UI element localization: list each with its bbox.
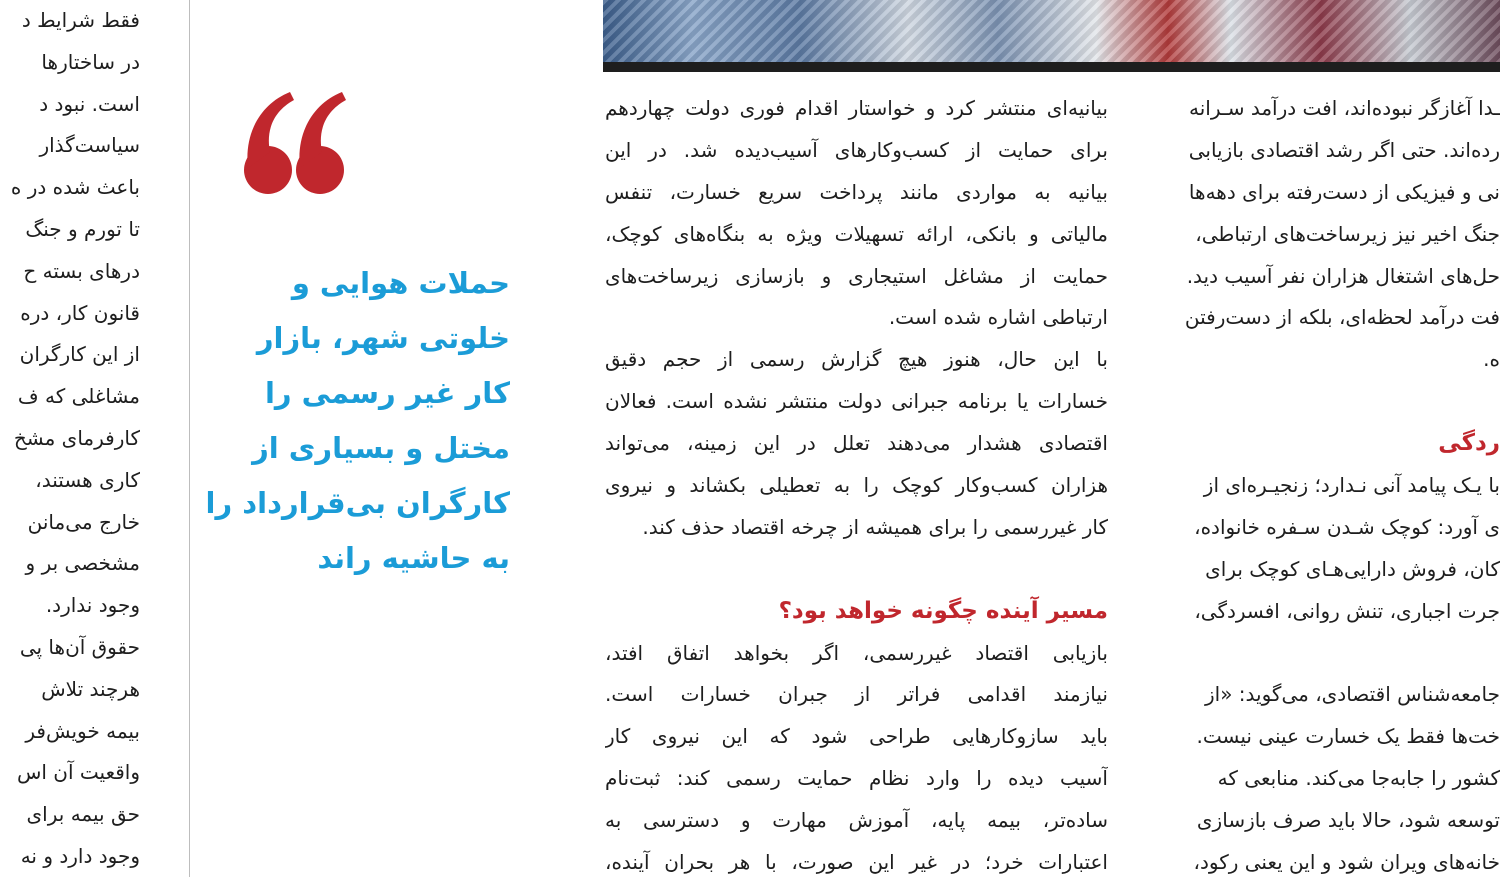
text-line: حق بیمه برای bbox=[26, 802, 140, 827]
text-line: نیازمند اقدامی فراتر از جبران خسارات است. bbox=[605, 682, 1108, 707]
paragraph-gap bbox=[1158, 633, 1500, 675]
pull-quote-line: کار غیر رسمی را bbox=[264, 376, 510, 410]
text-line: رده‌اند. حتی اگر رشد اقتصادی بازیابی bbox=[1188, 137, 1500, 162]
text-line: توسعه شود، حالا باید صرف بازسازی bbox=[1196, 808, 1500, 833]
right-text-column bbox=[1158, 88, 1500, 877]
text-line: خت‌ها فقط یک خسارت عینی نیست. bbox=[1196, 724, 1500, 749]
text-line: کان، فروش دارایی‌هـای کوچک برای bbox=[1205, 556, 1500, 581]
text-line: خانه‌های ویران شود و این یعنی رکود، bbox=[1193, 850, 1500, 875]
text-line: بیانیه به مواردی مانند پرداخت سریع خسارت، تنفس bbox=[605, 179, 1108, 204]
text-line: بیانیه‌ای منتشر کرد و خواستار اقدام فوری دولت چهاردهم bbox=[605, 96, 1108, 120]
text-line: با این حال، هنوز هیچ گزارش رسمی از حجم دقیق bbox=[605, 347, 1108, 372]
text-line: درهای بسته ح bbox=[23, 258, 140, 283]
text-line: از این کارگران bbox=[19, 342, 140, 367]
text-line: وجود دارد و نه bbox=[20, 843, 140, 868]
text-line: با یـک پیامد آنی نـدارد؛ زنجیـره‌ای از bbox=[1203, 473, 1500, 498]
text-line: مشخصی بر و bbox=[25, 551, 140, 576]
pull-quote-line: مختل و بسیاری از bbox=[252, 431, 510, 465]
text-line: تا تورم و جنگ bbox=[25, 216, 140, 241]
text-line: اعتبارات خرد؛ در غیر این صورت، با هر بحران آینده، bbox=[605, 850, 1108, 875]
text-line: کاری هستند، bbox=[35, 467, 140, 492]
paragraph-gap bbox=[1158, 381, 1500, 423]
photo-bottom-border bbox=[603, 62, 1500, 72]
text-line: ارتباطی اشاره شده است. bbox=[888, 305, 1108, 330]
text-line: آسیب دیده را وارد نظام حمایت رسمی کند: ثبت‌نام bbox=[605, 766, 1108, 791]
quote-mark-icon bbox=[240, 82, 350, 202]
text-line: ه. bbox=[1483, 347, 1500, 372]
text-line: باعث شده در ه bbox=[10, 175, 140, 200]
pull-quote bbox=[205, 256, 510, 586]
pull-quote-line: حملات هوایی و bbox=[291, 266, 510, 300]
text-line: ی آورد: کوچک شـدن سـفره خانواده، bbox=[1194, 514, 1500, 539]
text-line: واقعیت آن اس bbox=[16, 760, 140, 785]
text-line: مشاغلی که ف bbox=[17, 384, 140, 409]
text-line: جرت اجباری، تنش روانی، افسردگی، bbox=[1194, 598, 1500, 623]
middle-text-column bbox=[605, 88, 1108, 877]
text-line: جنگ اخیر نیز زیرساخت‌های ارتباطی، bbox=[1195, 221, 1500, 246]
pull-quote-line: خلوتی شهر، بازار bbox=[256, 321, 510, 355]
text-line: خارج می‌مانن bbox=[27, 509, 140, 534]
section-heading: مسیر آینده چگونه خواهد بود؟ bbox=[778, 597, 1108, 624]
text-line: وجود ندارد. bbox=[45, 593, 140, 618]
text-line: باید سازوکارهایی طراحی شود که این نیروی کار bbox=[605, 724, 1108, 749]
text-line: مالیاتی و بانکی، ارائه تسهیلات ویژه به بنگاه‌های کوچک، bbox=[605, 221, 1108, 246]
text-line: در ساختارها bbox=[41, 49, 140, 74]
text-line: هزاران کسب‌وکار کوچک را به تعطیلی بکشاند و نیروی bbox=[605, 473, 1108, 498]
text-line: کشور را جابه‌جا می‌کند. منابعی که bbox=[1217, 766, 1500, 791]
text-line: قانون کار، دره bbox=[20, 300, 140, 325]
text-line: حمایت از مشاغل استیجاری و بازسازی زیرساخت‌های bbox=[605, 263, 1108, 288]
pull-quote-line: کارگران بی‌قرارداد را bbox=[205, 486, 510, 520]
text-line: اقتصادی هشدار می‌دهند تعلل در این زمینه، می‌تواند bbox=[605, 431, 1108, 456]
text-line: فقط شرایط د bbox=[21, 8, 140, 32]
text-line: کار غیررسمی را برای همیشه از چرخه اقتصاد حذف کند. bbox=[642, 514, 1108, 539]
text-line: حقوق آن‌ها پی bbox=[19, 634, 140, 659]
text-line: حل‌های اشتغال هزاران نفر آسیب دید. bbox=[1186, 263, 1500, 288]
text-line: فت درآمد لحظه‌ای، بلکه از دست‌رفتن bbox=[1184, 305, 1500, 330]
text-line: کارفرمای مشخ bbox=[13, 425, 140, 450]
text-line: بیمه خویش‌فر bbox=[25, 718, 140, 743]
text-line: است. نبود د bbox=[39, 91, 140, 116]
text-line: هرچند تلاش bbox=[41, 676, 140, 701]
pull-quote-line: به حاشیه راند bbox=[317, 541, 510, 575]
section-heading: ردگی bbox=[1438, 430, 1500, 457]
column-divider bbox=[189, 0, 190, 877]
text-line: بازیابی اقتصاد غیررسمی، اگر بخواهد اتفاق افتد، bbox=[605, 640, 1108, 665]
text-line: خسارات یا برنامه جبرانی دولت منتشر نشده است. فعالان bbox=[605, 389, 1108, 414]
paragraph-gap bbox=[605, 549, 1108, 591]
left-text-column bbox=[0, 0, 140, 877]
text-line: ـدا آغازگر نبوده‌اند، افت درآمد سـرانه bbox=[1188, 96, 1500, 120]
text-line: نی و فیزیکی از دست‌رفته برای دهه‌ها bbox=[1188, 179, 1500, 204]
text-line: ساده‌تر، بیمه پایه، آموزش مهارت و دسترسی به bbox=[605, 808, 1108, 833]
text-line: سیاست‌گذار bbox=[39, 133, 140, 158]
text-line: برای حمایت از کسب‌وکارهای آسیب‌دیده شد. در این bbox=[605, 137, 1108, 162]
text-line: جامعه‌شناس اقتصادی، می‌گوید: «از bbox=[1204, 682, 1500, 707]
